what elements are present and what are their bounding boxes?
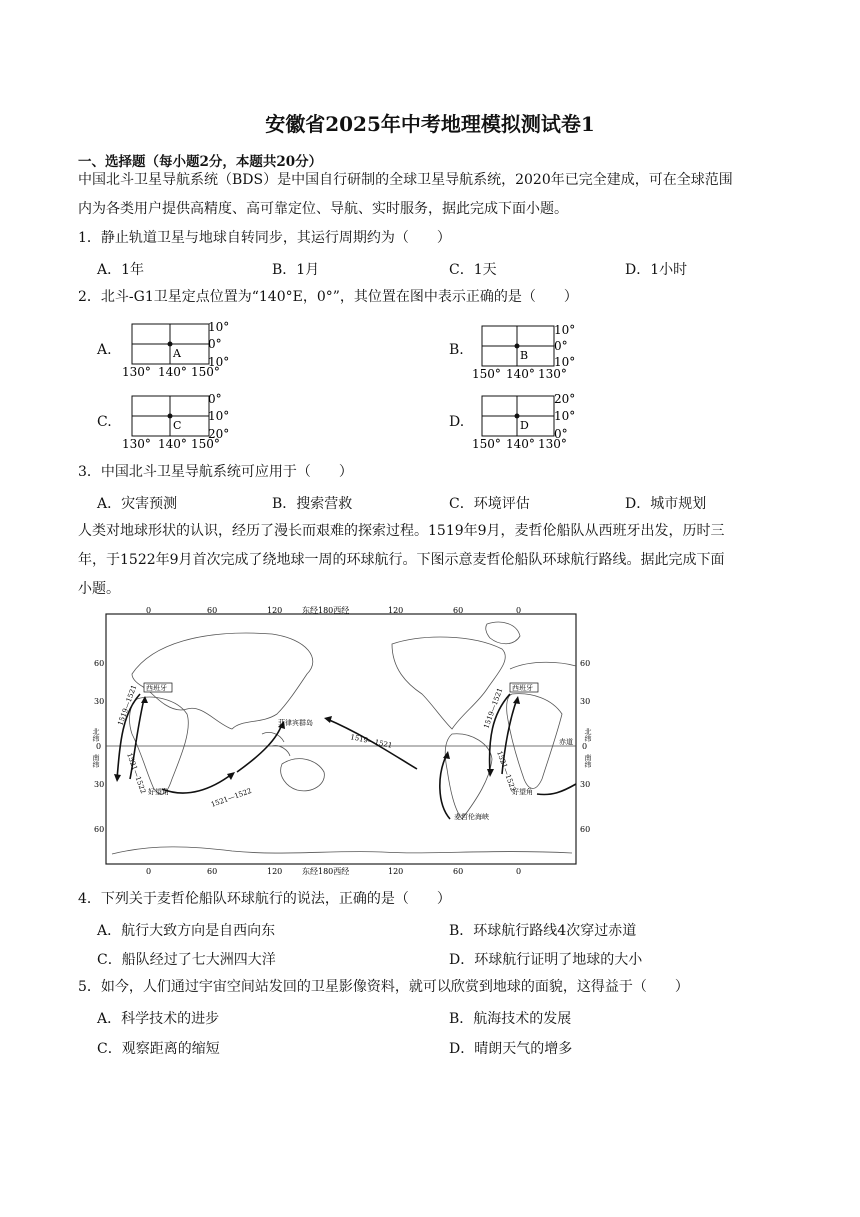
grid-a-xlabel-right: 150° [191,365,220,379]
grid-c-xlabel-right: 150° [191,437,220,451]
grid-a-letter: A [173,347,181,360]
map-label-magellan-strait: 麦哲伦海峡 [454,813,489,821]
q4-option-b: B．环球航行路线4次穿过赤道 [449,923,637,939]
map-top-lon-60: 60 [207,606,218,615]
q4-option-a: A．航行大致方向是自西向东 [97,923,276,939]
map-label-good-hope-right: 好望角 [512,788,533,796]
map-top-lon-w0: 0 [516,606,522,615]
q3-option-a: A．灾害预测 [97,496,178,512]
grid-d-ylabel-bot: 0° [554,427,568,441]
intro1-line2: 内为各类用户提供高精度、高可靠定位、导航、实时服务，据此完成下面小题。 [78,201,568,217]
question-5-stem: 5．如今，人们通过宇宙空间站发回的卫星影像资料，就可以欣赏到地球的面貌，这得益于（ ） [78,979,689,995]
grid-b-xlabel-right: 130° [538,367,567,380]
q5-option-b: B．航海技术的发展 [449,1011,572,1027]
map-right-lat-30n: 30 [580,697,591,706]
grid-b-ylabel-bot: 10° [554,355,576,369]
grid-a-ylabel-bot: 10° [208,355,230,369]
map-route-label-left-down: 1521—1522 [125,751,148,795]
map-left-south-label: 南纬 [92,754,100,768]
grid-option-d [470,390,585,452]
map-route-label-right-up: 1519—1521 [482,686,505,730]
intro2-line1: 人类对地球形状的认识，经历了漫长而艰难的探索过程。1519年9月，麦哲伦船队从西班牙出发，历时三 [78,523,725,539]
grid-d-xlabel-right: 130° [538,437,567,451]
map-label-philippines: 菲律宾群岛 [278,719,313,727]
grid-b-letter: B [520,349,529,362]
map-top-lon-w120: 120 [388,606,404,615]
q2-option-d-label: D. [449,414,465,430]
page-title: 安徽省2025年中考地理模拟测试卷1 [265,112,595,136]
grid-d-letter: D [520,419,529,432]
q4-option-d: D．环球航行证明了地球的大小 [449,952,643,968]
q3-option-b: B．搜索营救 [272,496,353,512]
grid-c-xlabel-mid: 140° [158,437,187,451]
map-equator-label: 赤道 [559,738,573,746]
map-left-lat-0: 0 [96,742,102,751]
q5-option-c: C．观察距离的缩短 [97,1041,220,1057]
grid-d-xlabel-mid: 140° [506,437,535,451]
q3-option-c: C．环境评估 [449,496,530,512]
q1-option-d: D．1小时 [625,262,688,278]
map-left-lat-60s: 60 [94,825,105,834]
q3-option-d: D．城市规划 [625,496,707,512]
grid-d-ylabel-top: 20° [554,392,576,406]
q1-option-a: A．1年 [97,262,145,278]
map-right-lat-60s: 60 [580,825,591,834]
grid-option-b [470,318,585,380]
q1-option-b: B．1月 [272,262,320,278]
section-heading: 一、选择题（每小题2分，本题共20分） [78,154,323,170]
intro2-line3: 小题。 [78,581,120,597]
map-right-north-label: 北纬 [584,728,592,742]
map-frame [106,614,576,864]
map-left-north-label: 北纬 [92,728,100,742]
map-route-label-left-up: 1519—1521 [116,683,139,727]
q5-option-d: D．晴朗天气的增多 [449,1041,573,1057]
map-top-lon-120: 120 [267,606,283,615]
q2-option-c-label: C. [97,414,112,430]
grid-a-ylabel-mid: 0° [208,337,222,351]
grid-b-ylabel-top: 10° [554,323,576,337]
q2-option-a-label: A. [97,342,112,358]
question-4-stem: 4．下列关于麦哲伦船队环球航行的说法，正确的是（ ） [78,891,451,907]
q1-option-c: C．1天 [449,262,497,278]
map-top-lon-180: 东经180西经 [302,606,350,615]
map-right-lat-0: 0 [582,742,588,751]
grid-a-ylabel-top: 10° [208,320,230,334]
grid-c-letter: C [173,419,182,432]
grid-b-xlabel-left: 150° [472,367,501,380]
map-left-lat-30s: 30 [94,780,105,789]
map-left-lat-60n: 60 [94,659,105,668]
map-right-south-label: 南纬 [584,754,592,768]
intro1-line1: 中国北斗卫星导航系统（BDS）是中国自行研制的全球卫星导航系统，2020年已完全建成，可在全球范围 [78,172,733,188]
grid-d-ylabel-mid: 10° [554,409,576,423]
map-route-label-indian: 1521—1522 [209,786,253,809]
map-route-label-right-down: 1521—1522 [495,749,518,793]
grid-b-xlabel-mid: 140° [506,367,535,380]
map-bottom-lon-180: 东经180西经 [302,867,350,876]
grid-c-ylabel-bot: 20° [208,427,230,441]
map-left-lat-30n: 30 [94,697,105,706]
grid-option-c [120,390,235,452]
grid-b-ylabel-mid: 0° [554,339,568,353]
map-bottom-lon-w120: 120 [388,867,404,876]
grid-c-xlabel-left: 130° [122,437,151,451]
grid-a-xlabel-mid: 140° [158,365,187,379]
magellan-route-map [92,604,607,876]
grid-option-a [120,318,235,380]
intro2-line2: 年，于1522年9月首次完成了绕地球一周的环球航行。下图示意麦哲伦船队环球航行路线。据此完成下面 [78,552,725,568]
map-bottom-lon-w0: 0 [516,867,522,876]
grid-c-ylabel-mid: 10° [208,409,230,423]
question-1-stem: 1．静止轨道卫星与地球自转同步，其运行周期约为（ ） [78,230,451,246]
grid-d-xlabel-left: 150° [472,437,501,451]
map-bottom-lon-60: 60 [207,867,218,876]
map-bottom-lon-w60: 60 [453,867,464,876]
map-top-lon-w60: 60 [453,606,464,615]
map-top-lon-0: 0 [146,606,152,615]
map-label-spain-left: 西班牙 [146,684,167,692]
q2-option-b-label: B. [449,342,464,358]
map-route-label-pacific: 1519—1521 [349,733,393,750]
map-right-lat-60n: 60 [580,659,591,668]
grid-a-xlabel-left: 130° [122,365,151,379]
map-bottom-lon-120: 120 [267,867,283,876]
question-3-stem: 3．中国北斗卫星导航系统可应用于（ ） [78,464,353,480]
grid-c-ylabel-top: 0° [208,392,222,406]
q5-option-a: A．科学技术的进步 [97,1011,220,1027]
map-right-lat-30s: 30 [580,780,591,789]
map-label-good-hope-left: 好望角 [148,788,169,796]
map-bottom-lon-0: 0 [146,867,152,876]
q4-option-c: C．船队经过了七大洲四大洋 [97,952,276,968]
map-label-spain-right: 西班牙 [512,684,533,692]
question-2-stem: 2．北斗-G1卫星定点位置为“140°E，0°”，其位置在图中表示正确的是（ ） [78,289,578,305]
